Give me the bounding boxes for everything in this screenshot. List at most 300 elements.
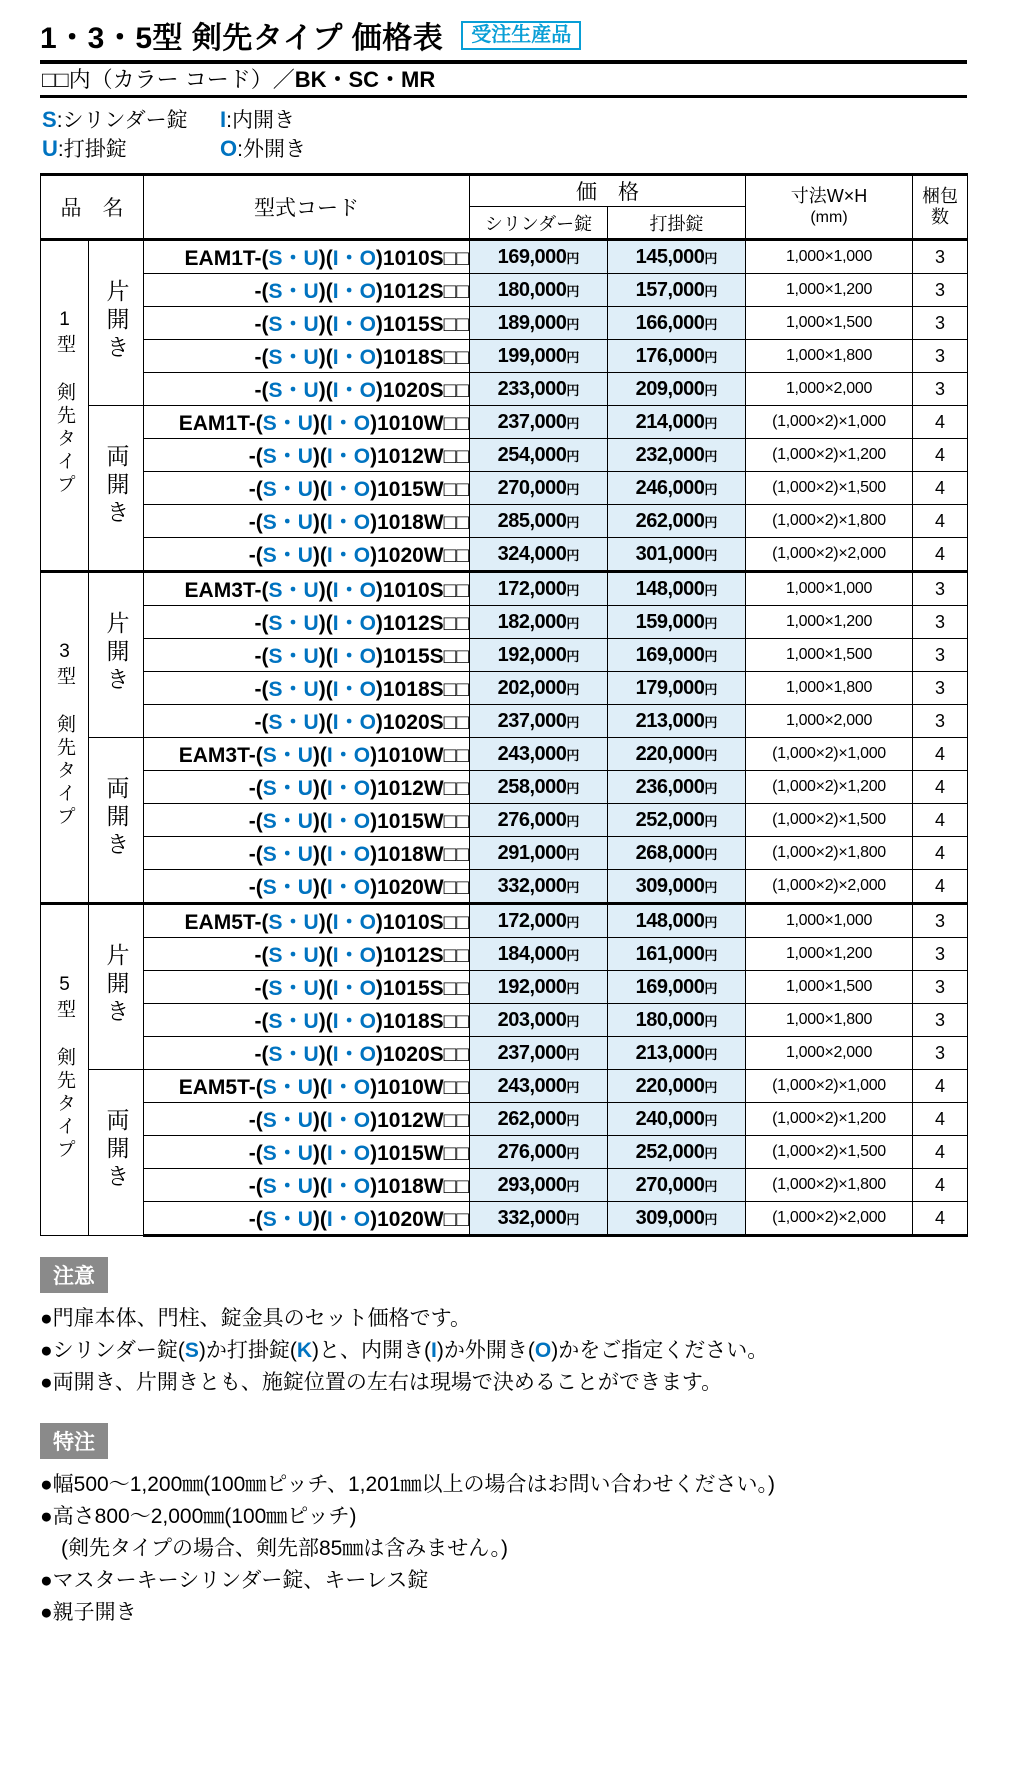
paren: ) <box>370 445 378 468</box>
paren: ) <box>375 280 383 303</box>
yen-suffix: 円 <box>704 250 718 266</box>
price-value: 166,000 <box>635 311 705 334</box>
price-value: 172,000 <box>497 909 567 932</box>
highlighted-letter: K <box>296 1339 313 1362</box>
price-value: 237,000 <box>497 709 567 732</box>
price-hatch-cell <box>608 1103 746 1136</box>
packing-qty-cell: 4 <box>913 738 968 771</box>
yen-suffix: 円 <box>566 615 580 631</box>
lock-options: S・U <box>262 843 313 866</box>
yen-suffix: 円 <box>704 415 718 431</box>
table-row <box>41 971 968 1004</box>
opening-options: I・O <box>332 911 376 934</box>
paren: ) <box>370 876 378 899</box>
lock-options: S・U <box>268 678 319 701</box>
opening-direction-label: 両開き <box>103 775 130 860</box>
note-text: ●シリンダー錠( <box>40 1339 185 1362</box>
model-size-code: 1020S□□ <box>382 711 469 734</box>
dimensions-cell: 1,000×2,000 <box>746 373 913 406</box>
price-cylinder-cell <box>470 240 608 274</box>
paren: ( <box>319 810 327 833</box>
model-code-cell <box>144 738 470 771</box>
price-cylinder-cell <box>470 505 608 538</box>
header-packing-qty <box>913 175 968 240</box>
note-line <box>40 1303 967 1335</box>
legend-desc: :外開き <box>237 138 306 161</box>
paren: ( <box>325 313 333 336</box>
legend-item-cylinder <box>42 106 220 134</box>
paren: ) <box>312 1076 320 1099</box>
dimensions-cell: (1,000×2)×1,500 <box>746 1136 913 1169</box>
yen-suffix: 円 <box>566 780 580 796</box>
yen-suffix: 円 <box>566 980 580 996</box>
model-code-cell <box>144 505 470 538</box>
yen-suffix: 円 <box>566 514 580 530</box>
model-size-code: 1012S□□ <box>382 944 469 967</box>
price-hatch-cell <box>608 971 746 1004</box>
opening-direction-cell <box>89 406 144 572</box>
price-cylinder-cell <box>470 1169 608 1202</box>
model-size-code: 1018W□□ <box>377 1175 469 1198</box>
yen-suffix: 円 <box>704 947 718 963</box>
note-text: )か打掛錠( <box>198 1339 297 1362</box>
yen-suffix: 円 <box>704 1211 718 1227</box>
model-code-cell <box>144 307 470 340</box>
price-value: 232,000 <box>635 443 705 466</box>
paren: ) <box>312 810 320 833</box>
dimensions-cell: 1,000×1,000 <box>746 904 913 938</box>
price-value: 270,000 <box>497 476 567 499</box>
yen-suffix: 円 <box>566 1211 580 1227</box>
model-code-cell <box>144 804 470 837</box>
model-size-code: 1020W□□ <box>377 544 469 567</box>
model-code-cell <box>144 1037 470 1070</box>
model-code-cell <box>144 639 470 672</box>
paren: ) <box>370 1208 378 1231</box>
paren: ( <box>325 944 333 967</box>
price-table-body <box>41 240 968 1236</box>
paren: ) <box>375 346 383 369</box>
price-hatch-cell <box>608 904 746 938</box>
paren: ) <box>312 744 320 767</box>
dimensions-cell: 1,000×1,800 <box>746 1004 913 1037</box>
paren: ( <box>319 1076 327 1099</box>
table-row <box>41 804 968 837</box>
paren: ) <box>318 280 326 303</box>
header-dimensions <box>746 175 913 240</box>
price-value: 192,000 <box>497 975 567 998</box>
price-value: 237,000 <box>497 1041 567 1064</box>
note-text: )と、内開き( <box>312 1339 432 1362</box>
legend-desc: :内開き <box>226 109 295 132</box>
dimensions-cell: (1,000×2)×1,200 <box>746 1103 913 1136</box>
packing-qty-cell: 4 <box>913 804 968 837</box>
dimensions-cell: (1,000×2)×1,200 <box>746 771 913 804</box>
model-prefix: - <box>254 1010 262 1033</box>
paren: ) <box>375 944 383 967</box>
model-prefix: EAM3T- <box>184 579 262 602</box>
special-order-section <box>40 1399 967 1629</box>
price-hatch-cell <box>608 274 746 307</box>
model-code-cell <box>144 373 470 406</box>
paren: ) <box>370 1109 378 1132</box>
yen-suffix: 円 <box>704 747 718 763</box>
made-to-order-badge: 受注生産品 <box>461 21 581 50</box>
paren: ( <box>255 876 263 899</box>
lock-options: S・U <box>262 810 313 833</box>
price-cylinder-cell <box>470 971 608 1004</box>
dimensions-cell: 1,000×1,800 <box>746 340 913 373</box>
packing-qty-cell: 3 <box>913 938 968 971</box>
price-table <box>40 173 968 1237</box>
paren: ) <box>375 1010 383 1033</box>
paren: ( <box>261 977 269 1000</box>
price-hatch-cell <box>608 1037 746 1070</box>
dimensions-cell: 1,000×1,500 <box>746 307 913 340</box>
price-value: 179,000 <box>635 676 705 699</box>
opening-options: I・O <box>326 843 371 866</box>
dimensions-cell: (1,000×2)×1,200 <box>746 439 913 472</box>
product-group-cell <box>41 572 89 904</box>
paren: ) <box>312 544 320 567</box>
model-size-code: 1015W□□ <box>377 478 469 501</box>
lock-options: S・U <box>262 544 313 567</box>
opening-options: I・O <box>332 579 376 602</box>
model-size-code: 1015S□□ <box>382 313 469 336</box>
price-value: 276,000 <box>497 808 567 831</box>
paren: ( <box>261 612 269 635</box>
paren: ( <box>261 645 269 668</box>
price-value: 203,000 <box>497 1008 567 1031</box>
opening-direction-label: 両開き <box>103 443 130 528</box>
price-value: 258,000 <box>497 775 567 798</box>
table-row <box>41 1004 968 1037</box>
paren: ( <box>319 1142 327 1165</box>
yen-suffix: 円 <box>566 283 580 299</box>
yen-suffix: 円 <box>704 349 718 365</box>
opening-options: I・O <box>326 544 371 567</box>
paren: ( <box>255 1208 263 1231</box>
table-row <box>41 240 968 274</box>
paren: ( <box>255 843 263 866</box>
table-row <box>41 672 968 705</box>
model-size-code: 1018S□□ <box>382 1010 469 1033</box>
price-cylinder-cell <box>470 538 608 572</box>
opening-options: I・O <box>332 247 376 270</box>
dimensions-cell: (1,000×2)×1,800 <box>746 1169 913 1202</box>
packing-qty-cell: 3 <box>913 307 968 340</box>
title-row <box>40 12 967 58</box>
yen-suffix: 円 <box>704 615 718 631</box>
packing-qty-cell: 3 <box>913 971 968 1004</box>
yen-suffix: 円 <box>704 780 718 796</box>
paren: ) <box>312 478 320 501</box>
paren: ( <box>325 1043 333 1066</box>
dimensions-cell: 1,000×1,000 <box>746 572 913 606</box>
paren: ( <box>261 280 269 303</box>
yen-suffix: 円 <box>704 980 718 996</box>
lock-options: S・U <box>262 777 313 800</box>
packing-qty-cell: 3 <box>913 340 968 373</box>
price-cylinder-cell <box>470 738 608 771</box>
packing-qty-cell: 4 <box>913 1169 968 1202</box>
paren: ( <box>261 313 269 336</box>
opening-options: I・O <box>326 777 371 800</box>
price-value: 169,000 <box>635 975 705 998</box>
lock-options: S・U <box>268 911 319 934</box>
price-cylinder-cell <box>470 672 608 705</box>
price-cylinder-cell <box>470 439 608 472</box>
header-dims-line1: 寸法W×H <box>790 186 868 206</box>
price-cylinder-cell <box>470 1103 608 1136</box>
paren: ( <box>255 478 263 501</box>
paren: ) <box>370 744 378 767</box>
table-row <box>41 639 968 672</box>
note-text: ●門扉本体、門柱、錠金具のセット価格です。 <box>40 1307 472 1330</box>
lock-options: S・U <box>268 313 319 336</box>
yen-suffix: 円 <box>566 747 580 763</box>
yen-suffix: 円 <box>704 1145 718 1161</box>
paren: ) <box>370 544 378 567</box>
price-cylinder-cell <box>470 1136 608 1169</box>
product-group-label: 1型 剣先タイプ <box>54 309 75 497</box>
model-prefix: - <box>248 511 256 534</box>
product-group-cell <box>41 904 89 1236</box>
packing-qty-cell: 3 <box>913 639 968 672</box>
color-code-subtitle <box>40 64 967 95</box>
price-value: 184,000 <box>497 942 567 965</box>
yen-suffix: 円 <box>566 681 580 697</box>
paren: ) <box>375 977 383 1000</box>
price-hatch-cell <box>608 672 746 705</box>
yen-suffix: 円 <box>566 714 580 730</box>
paren: ( <box>319 478 327 501</box>
price-value: 262,000 <box>635 509 705 532</box>
lock-options: S・U <box>262 1175 313 1198</box>
paren: ) <box>375 645 383 668</box>
note-line <box>40 1565 967 1597</box>
price-value: 276,000 <box>497 1140 567 1163</box>
price-hatch-cell <box>608 804 746 837</box>
dimensions-cell: 1,000×1,200 <box>746 606 913 639</box>
opening-options: I・O <box>332 1010 376 1033</box>
header-product-name: 品 名 <box>41 175 144 240</box>
price-value: 332,000 <box>497 1206 567 1229</box>
model-code-cell <box>144 1103 470 1136</box>
price-cylinder-cell <box>470 639 608 672</box>
table-row <box>41 373 968 406</box>
yen-suffix: 円 <box>566 349 580 365</box>
lock-options: S・U <box>268 579 319 602</box>
dimensions-cell: (1,000×2)×1,000 <box>746 738 913 771</box>
dimensions-cell: 1,000×2,000 <box>746 705 913 738</box>
paren: ) <box>370 412 378 435</box>
lock-options: S・U <box>262 412 313 435</box>
paren: ( <box>261 1043 269 1066</box>
model-size-code: 1018S□□ <box>382 346 469 369</box>
dimensions-cell: 1,000×1,800 <box>746 672 913 705</box>
paren: ) <box>318 711 326 734</box>
paren: ) <box>375 247 383 270</box>
paren: ) <box>370 1175 378 1198</box>
header-price-cylinder: シリンダー錠 <box>470 207 608 240</box>
model-code-cell <box>144 439 470 472</box>
model-size-code: 1015W□□ <box>377 810 469 833</box>
price-hatch-cell <box>608 472 746 505</box>
paren: ) <box>370 478 378 501</box>
price-value: 202,000 <box>497 676 567 699</box>
dimensions-cell: (1,000×2)×2,000 <box>746 538 913 572</box>
packing-qty-cell: 3 <box>913 672 968 705</box>
paren: ( <box>325 612 333 635</box>
paren: ) <box>370 843 378 866</box>
model-prefix: - <box>254 678 262 701</box>
legend-item-outward <box>220 135 462 163</box>
model-size-code: 1010S□□ <box>382 579 469 602</box>
model-prefix: - <box>248 777 256 800</box>
legend-item-inward <box>220 106 462 134</box>
model-prefix: - <box>254 313 262 336</box>
paren: ( <box>255 744 263 767</box>
yen-suffix: 円 <box>704 846 718 862</box>
paren: ) <box>312 843 320 866</box>
model-prefix: - <box>254 280 262 303</box>
table-row <box>41 340 968 373</box>
legend-letter: O <box>220 136 238 161</box>
opening-options: I・O <box>326 810 371 833</box>
model-size-code: 1012W□□ <box>377 777 469 800</box>
price-value: 324,000 <box>497 542 567 565</box>
highlighted-letter: S <box>184 1339 199 1362</box>
price-value: 246,000 <box>635 476 705 499</box>
model-code-cell <box>144 1070 470 1103</box>
opening-direction-cell <box>89 572 144 738</box>
model-code-cell <box>144 870 470 904</box>
packing-qty-cell: 4 <box>913 538 968 572</box>
yen-suffix: 円 <box>704 714 718 730</box>
price-hatch-cell <box>608 1004 746 1037</box>
note-text: ●両開き、片開きとも、施錠位置の左右は現場で決めることができます。 <box>40 1371 723 1394</box>
lock-options: S・U <box>262 1142 313 1165</box>
yen-suffix: 円 <box>704 1013 718 1029</box>
packing-qty-cell: 4 <box>913 870 968 904</box>
price-hatch-cell <box>608 307 746 340</box>
price-value: 182,000 <box>497 610 567 633</box>
price-value: 301,000 <box>635 542 705 565</box>
model-prefix: - <box>248 1142 256 1165</box>
model-code-cell <box>144 938 470 971</box>
model-prefix: - <box>254 977 262 1000</box>
paren: ) <box>375 711 383 734</box>
note-line <box>40 1597 967 1629</box>
price-value: 220,000 <box>635 742 705 765</box>
opening-options: I・O <box>326 1208 371 1231</box>
table-row <box>41 771 968 804</box>
caution-section <box>40 1237 967 1399</box>
price-value: 236,000 <box>635 775 705 798</box>
paren: ) <box>318 977 326 1000</box>
opening-options: I・O <box>326 412 371 435</box>
price-cylinder-cell <box>470 904 608 938</box>
opening-direction-label: 両開き <box>103 1108 130 1192</box>
model-prefix: - <box>248 478 256 501</box>
yen-suffix: 円 <box>566 947 580 963</box>
yen-suffix: 円 <box>704 914 718 930</box>
note-text: (剣先タイプの場合、剣先部85㎜は含みません。) <box>40 1537 509 1560</box>
price-value: 309,000 <box>635 1206 705 1229</box>
header-price: 価 格 <box>470 175 746 207</box>
opening-options: I・O <box>332 944 376 967</box>
price-value: 148,000 <box>635 577 705 600</box>
opening-options: I・O <box>332 645 376 668</box>
price-hatch-cell <box>608 738 746 771</box>
opening-options: I・O <box>332 711 376 734</box>
price-hatch-cell <box>608 771 746 804</box>
paren: ( <box>261 379 269 402</box>
paren: ) <box>318 313 326 336</box>
paren: ( <box>261 678 269 701</box>
paren: ) <box>318 346 326 369</box>
model-size-code: 1015S□□ <box>382 645 469 668</box>
model-prefix: - <box>254 645 262 668</box>
model-prefix: EAM5T- <box>184 911 262 934</box>
model-code-cell <box>144 406 470 439</box>
product-group-label: 5型 剣先タイプ <box>54 973 75 1162</box>
lock-options: S・U <box>268 247 319 270</box>
table-row <box>41 274 968 307</box>
legend-item-latch <box>42 135 220 163</box>
yen-suffix: 円 <box>704 514 718 530</box>
price-value: 262,000 <box>497 1107 567 1130</box>
packing-qty-cell: 4 <box>913 1070 968 1103</box>
model-prefix: - <box>248 445 256 468</box>
paren: ) <box>318 612 326 635</box>
model-size-code: 1012S□□ <box>382 612 469 635</box>
model-code-cell <box>144 837 470 870</box>
model-size-code: 1020S□□ <box>382 1043 469 1066</box>
table-row <box>41 837 968 870</box>
paren: ( <box>325 579 333 602</box>
price-value: 213,000 <box>635 709 705 732</box>
model-size-code: 1010W□□ <box>377 1076 469 1099</box>
yen-suffix: 円 <box>704 448 718 464</box>
price-value: 243,000 <box>497 742 567 765</box>
table-row <box>41 538 968 572</box>
table-row <box>41 505 968 538</box>
page-title: 1・3・5型 剣先タイプ 価格表 <box>40 22 444 55</box>
price-value: 169,000 <box>635 643 705 666</box>
price-cylinder-cell <box>470 406 608 439</box>
table-row <box>41 1169 968 1202</box>
price-hatch-cell <box>608 1136 746 1169</box>
price-cylinder-cell <box>470 804 608 837</box>
paren: ) <box>312 1109 320 1132</box>
paren: ( <box>255 1175 263 1198</box>
price-hatch-cell <box>608 240 746 274</box>
paren: ) <box>370 777 378 800</box>
price-hatch-cell <box>608 406 746 439</box>
opening-options: I・O <box>326 1175 371 1198</box>
caution-list <box>40 1303 967 1399</box>
table-row <box>41 572 968 606</box>
dimensions-cell: 1,000×1,000 <box>746 240 913 274</box>
packing-qty-cell: 3 <box>913 373 968 406</box>
header-pack-line1: 梱包 <box>922 186 958 206</box>
dimensions-cell: (1,000×2)×2,000 <box>746 1202 913 1236</box>
packing-qty-cell: 3 <box>913 1004 968 1037</box>
lock-options: S・U <box>262 445 313 468</box>
yen-suffix: 円 <box>704 547 718 563</box>
